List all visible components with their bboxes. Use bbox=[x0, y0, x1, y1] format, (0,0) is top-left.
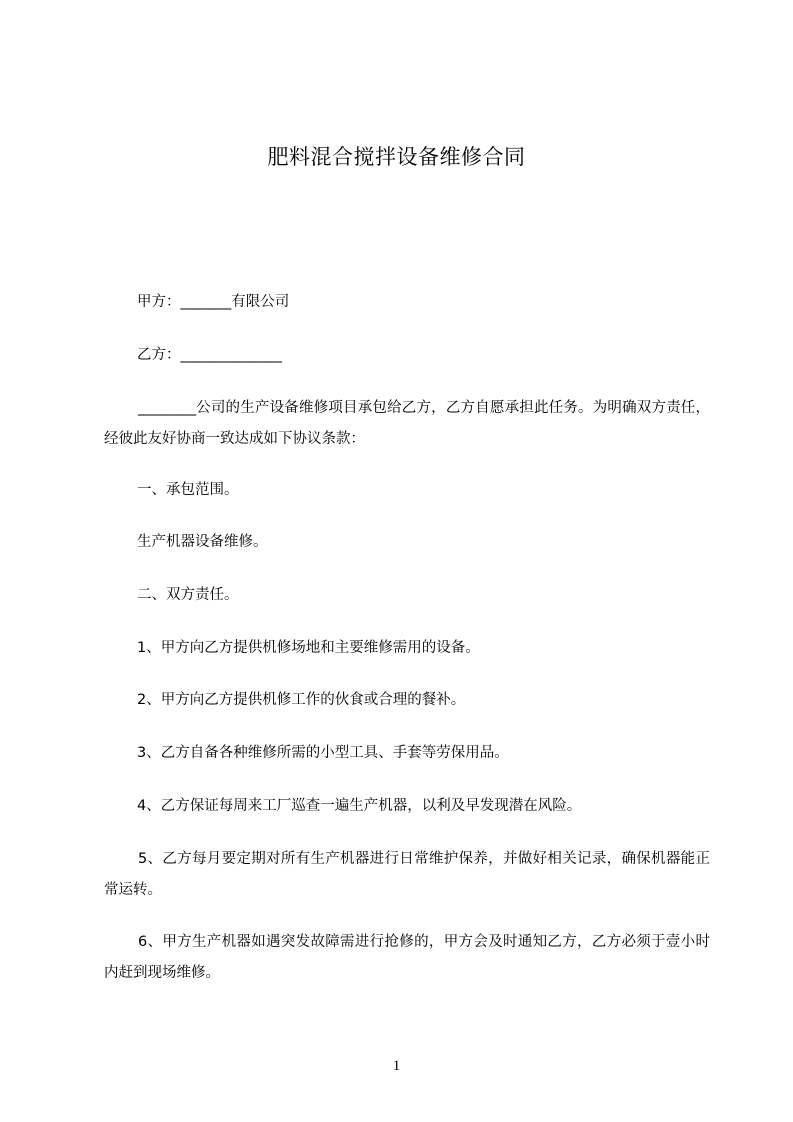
clause-item-4: 4、乙方保证每周来工厂巡查一遍生产机器，以利及早发现潜在风险。 bbox=[137, 798, 582, 814]
clause-item-3: 3、乙方自备各种维修所需的小型工具、手套等劳保用品。 bbox=[137, 745, 509, 761]
page-number: 1 bbox=[392, 1058, 401, 1074]
clause-item-5: 5、乙方每月要定期对所有生产机器进行日常维护保养，并做好相关记录，确保机器能正常运转。 bbox=[104, 851, 710, 898]
contract-title: 肥料混合搅拌设备维修合同 bbox=[267, 145, 526, 169]
intro-text: ________公司的生产设备维修项目承包给乙方，乙方自愿承担此任务。为明确双方责任，经彼此友好协商一致达成如下协议条款： bbox=[104, 400, 710, 447]
intro-paragraph bbox=[104, 393, 710, 455]
party-b-line: 乙方：______________ bbox=[137, 347, 282, 363]
clause-item-6-paragraph bbox=[104, 927, 710, 989]
party-a-line: 甲方：_______有限公司 bbox=[137, 294, 290, 310]
clause-item-6: 6、甲方生产机器如遇突发故障需进行抢修的，甲方会及时通知乙方，乙方必须于壹小时内赶到现场维修。 bbox=[104, 934, 710, 981]
clause-item-5-paragraph bbox=[104, 844, 710, 906]
clause-item-1: 1、甲方向乙方提供机修场地和主要维修需用的设备。 bbox=[137, 640, 480, 656]
section-2-heading: 二、双方责任。 bbox=[137, 587, 239, 603]
section-1-heading: 一、承包范围。 bbox=[137, 482, 239, 498]
section-1-text: 生产机器设备维修。 bbox=[137, 534, 268, 550]
clause-item-2: 2、甲方向乙方提供机修工作的伙食或合理的餐补。 bbox=[137, 692, 466, 708]
